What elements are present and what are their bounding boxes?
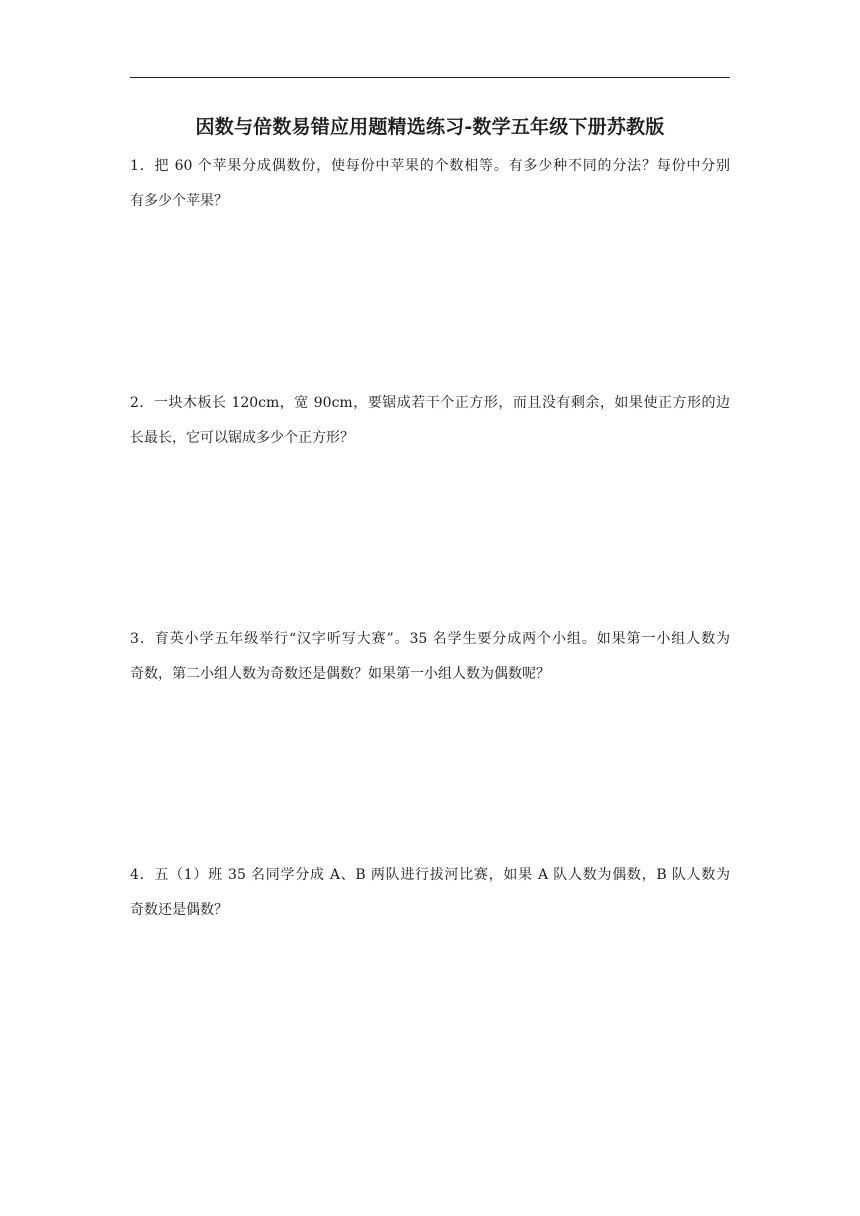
question-2: [130, 386, 730, 456]
question-4-line-2: 奇数还是偶数？: [130, 902, 228, 918]
question-1-line-1: 1．把 60 个苹果分成偶数份，使每份中苹果的个数相等。有多少种不同的分法？每份中分别: [130, 158, 730, 174]
question-1-line-2: 有多少个苹果？: [130, 193, 228, 209]
question-3-line-1: 3．育英小学五年级举行“汉字听写大赛”。35 名学生要分成两个小组。如果第一小组人数为: [130, 631, 730, 647]
header-rule: [130, 77, 730, 78]
question-2-line-2: 长最长，它可以锯成多少个正方形？: [130, 430, 354, 446]
question-4: [130, 858, 730, 928]
question-4-line-1: 4．五（1）班 35 名同学分成 A、B 两队进行拔河比赛，如果 A 队人数为偶数，B 队人数为: [130, 867, 730, 883]
question-3-line-2: 奇数，第二小组人数为奇数还是偶数？如果第一小组人数为偶数呢？: [130, 666, 550, 682]
question-2-line-1: 2．一块木板长 120cm，宽 90cm，要锯成若干个正方形，而且没有剩余，如果使正方形的边: [130, 395, 730, 411]
question-3: [130, 622, 730, 692]
document-title: 因数与倍数易错应用题精选练习-数学五年级下册苏教版: [195, 116, 665, 138]
question-1: [130, 149, 730, 219]
